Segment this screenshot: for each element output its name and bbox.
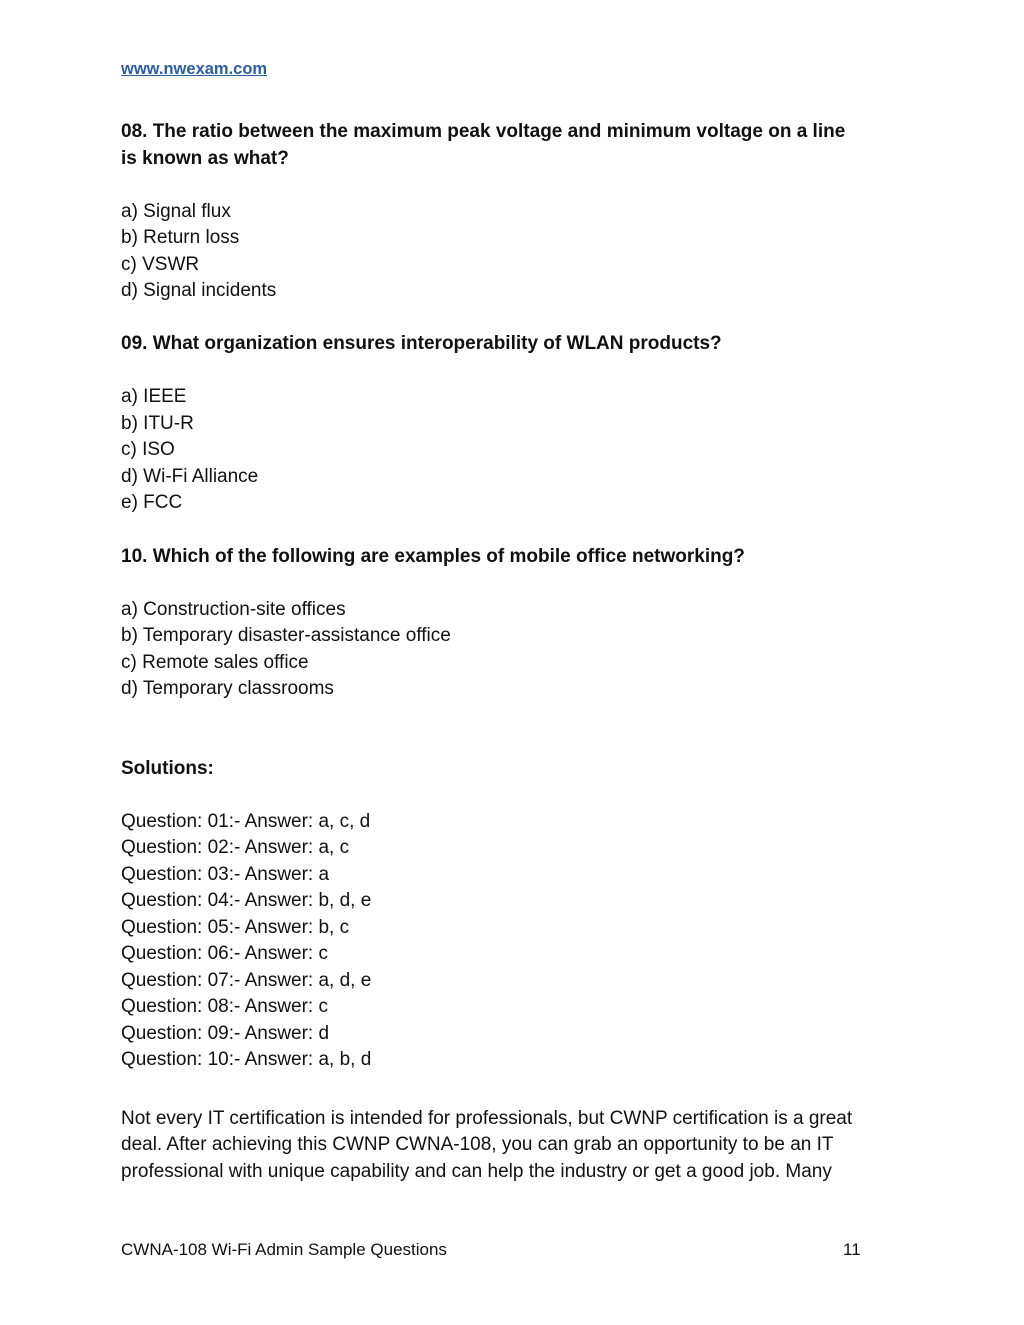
answer-line: Question: 09:- Answer: d [121,1023,330,1044]
question-10-option-d: d) Temporary classrooms [121,678,334,699]
answer-line: Question: 08:- Answer: c [121,996,328,1017]
question-10-option-c: c) Remote sales office [121,652,309,673]
question-10-option-b: b) Temporary disaster-assistance office [121,625,451,646]
question-08-option-a: a) Signal flux [121,201,231,222]
closing-paragraph-line3: professional with unique capability and can help the industry or get a good job. Many [121,1161,832,1182]
answer-line: Question: 03:- Answer: a [121,864,330,885]
question-09-option-b: b) ITU-R [121,413,194,434]
answer-line: Question: 06:- Answer: c [121,943,328,964]
footer-title: CWNA-108 Wi-Fi Admin Sample Questions [121,1240,447,1259]
question-08-title-line1: 08. The ratio between the maximum peak voltage and minimum voltage on a line [121,121,846,142]
question-08-option-b: b) Return loss [121,227,240,248]
question-09-option-e: e) FCC [121,492,183,513]
question-08-option-d: d) Signal incidents [121,280,277,301]
answer-line: Question: 10:- Answer: a, b, d [121,1049,372,1070]
question-10-option-a: a) Construction-site offices [121,599,346,620]
question-08-option-c: c) VSWR [121,254,200,275]
site-link[interactable]: www.nwexam.com [121,60,268,78]
answer-line: Question: 07:- Answer: a, d, e [121,970,372,991]
answer-line: Question: 04:- Answer: b, d, e [121,890,372,911]
question-08-title-line2: is known as what? [121,148,289,169]
answer-line: Question: 05:- Answer: b, c [121,917,350,938]
question-09-title: 09. What organization ensures interoperability of WLAN products? [121,333,722,354]
closing-paragraph-line1: Not every IT certification is intended for professionals, but CWNP certification is a great [121,1108,853,1129]
question-09-option-d: d) Wi-Fi Alliance [121,466,259,487]
page-number: 11 [843,1240,861,1259]
answer-line: Question: 02:- Answer: a, c [121,837,350,858]
question-09-option-c: c) ISO [121,439,175,460]
question-09-option-a: a) IEEE [121,386,187,407]
solutions-heading: Solutions: [121,758,214,779]
closing-paragraph-line2: deal. After achieving this CWNP CWNA-108, you can grab an opportunity to be an IT [121,1134,834,1155]
answer-line: Question: 01:- Answer: a, c, d [121,811,371,832]
question-10-title: 10. Which of the following are examples of mobile office networking? [121,546,745,567]
